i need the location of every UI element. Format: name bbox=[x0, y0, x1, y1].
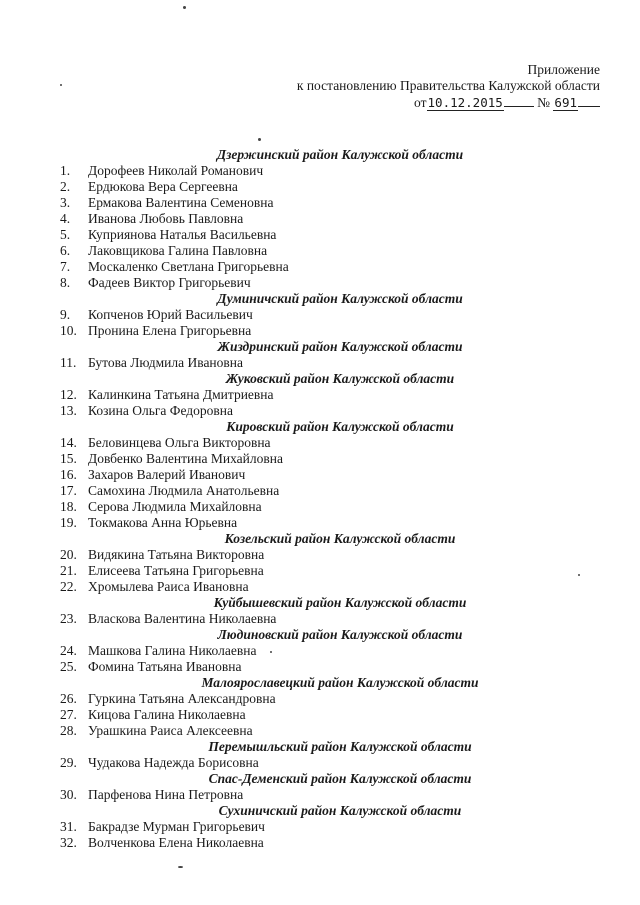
scan-speck bbox=[270, 651, 272, 653]
list-item bbox=[60, 787, 580, 803]
list-item bbox=[60, 355, 580, 371]
list-item bbox=[60, 243, 580, 259]
list-item bbox=[60, 579, 580, 595]
person-name: Довбенко Валентина Михайловна bbox=[88, 451, 283, 466]
item-number: 17. bbox=[60, 483, 77, 498]
date-prefix: от bbox=[414, 95, 427, 110]
person-name: Серова Людмила Михайловна bbox=[88, 499, 262, 514]
list-item bbox=[60, 483, 580, 499]
person-name: Пронина Елена Григорьевна bbox=[88, 323, 252, 338]
list-item bbox=[60, 723, 580, 739]
person-name: Калинкина Татьяна Дмитриевна bbox=[88, 387, 274, 402]
person-name: Токмакова Анна Юрьевна bbox=[88, 515, 238, 530]
person-name: Кицова Галина Николаевна bbox=[88, 707, 246, 722]
district-heading: Людиновский район Калужской области bbox=[217, 627, 463, 642]
item-number: 13. bbox=[60, 403, 77, 418]
scan-speck bbox=[60, 84, 62, 86]
item-number: 9. bbox=[60, 307, 71, 322]
person-name: Фадеев Виктор Григорьевич bbox=[88, 275, 251, 290]
list-item bbox=[60, 211, 580, 227]
list-item bbox=[60, 835, 580, 851]
item-number: 31. bbox=[60, 819, 77, 834]
item-number: 5. bbox=[60, 227, 71, 242]
list-item bbox=[60, 515, 580, 531]
person-name: Машкова Галина Николаевна bbox=[88, 643, 257, 658]
item-number: 14. bbox=[60, 435, 77, 450]
district-heading: Малоярославецкий район Калужской области bbox=[201, 675, 479, 690]
person-name: Парфенова Нина Петровна bbox=[88, 787, 244, 802]
district-heading: Перемышльский район Калужской области bbox=[208, 739, 472, 754]
list-item bbox=[60, 643, 580, 659]
person-name: Волченкова Елена Николаевна bbox=[88, 835, 264, 850]
list-item bbox=[60, 467, 580, 483]
list-item bbox=[60, 563, 580, 579]
appendix-title: Приложение bbox=[527, 62, 600, 77]
list-item bbox=[60, 403, 580, 419]
list-item bbox=[60, 707, 580, 723]
item-number: 8. bbox=[60, 275, 71, 290]
item-number: 10. bbox=[60, 323, 77, 338]
item-number: 3. bbox=[60, 195, 71, 210]
person-name: Власкова Валентина Николаевна bbox=[88, 611, 277, 626]
date-number-line bbox=[297, 95, 600, 111]
item-number: 6. bbox=[60, 243, 71, 258]
item-number: 4. bbox=[60, 211, 71, 226]
person-name: Видякина Татьяна Викторовна bbox=[88, 547, 265, 562]
list-item bbox=[60, 275, 580, 291]
list-item bbox=[60, 819, 580, 835]
person-name: Копченов Юрий Васильевич bbox=[88, 307, 253, 322]
district-heading: Думиничский район Калужской области bbox=[217, 291, 463, 306]
person-name: Куприянова Наталья Васильевна bbox=[88, 227, 277, 242]
item-number: 1. bbox=[60, 163, 71, 178]
item-number: 18. bbox=[60, 499, 77, 514]
item-number: 16. bbox=[60, 467, 77, 482]
scan-speck bbox=[178, 866, 183, 868]
district-heading: Куйбышевский район Калужской области bbox=[213, 595, 467, 610]
number-underline bbox=[578, 96, 600, 107]
district-heading: Дзержинский район Калужской области bbox=[216, 147, 464, 162]
person-name: Самохина Людмила Анатольевна bbox=[88, 483, 280, 498]
date-value: 10.12.2015 bbox=[427, 95, 503, 110]
item-number: 25. bbox=[60, 659, 77, 674]
scan-speck bbox=[258, 138, 261, 141]
person-name: Урашкина Раиса Алексеевна bbox=[88, 723, 253, 738]
list-item bbox=[60, 611, 580, 627]
person-name: Захаров Валерий Иванович bbox=[88, 467, 246, 482]
district-heading: Козельский район Калужской области bbox=[224, 531, 456, 546]
appendix-reference: к постановлению Правительства Калужской области bbox=[296, 78, 600, 93]
list-item bbox=[60, 323, 580, 339]
list-item bbox=[60, 691, 580, 707]
item-number: 12. bbox=[60, 387, 77, 402]
person-name: Бутова Людмила Ивановна bbox=[88, 355, 243, 370]
item-number: 29. bbox=[60, 755, 77, 770]
person-name: Ермакова Валентина Семеновна bbox=[88, 195, 274, 210]
scan-speck bbox=[578, 574, 580, 576]
list-item bbox=[60, 163, 580, 179]
item-number: 21. bbox=[60, 563, 77, 578]
list-item bbox=[60, 755, 580, 771]
list-item bbox=[60, 659, 580, 675]
number-value: 691 bbox=[554, 95, 577, 110]
list-item bbox=[60, 179, 580, 195]
person-name: Гуркина Татьяна Александровна bbox=[88, 691, 276, 706]
item-number: 15. bbox=[60, 451, 77, 466]
list-item bbox=[60, 499, 580, 515]
district-heading: Кировский район Калужской области bbox=[226, 419, 454, 434]
list-item bbox=[60, 259, 580, 275]
person-name: Фомина Татьяна Ивановна bbox=[88, 659, 242, 674]
item-number: 32. bbox=[60, 835, 77, 850]
item-number: 27. bbox=[60, 707, 77, 722]
person-name: Дорофеев Николай Романович bbox=[88, 163, 264, 178]
person-name: Иванова Любовь Павловна bbox=[88, 211, 244, 226]
item-number: 30. bbox=[60, 787, 77, 802]
item-number: 20. bbox=[60, 547, 77, 562]
list-item bbox=[60, 195, 580, 211]
item-number: 2. bbox=[60, 179, 71, 194]
list-item bbox=[60, 451, 580, 467]
person-name: Хромылева Раиса Ивановна bbox=[88, 579, 249, 594]
item-number: 19. bbox=[60, 515, 77, 530]
person-name: Бакрадзе Мурман Григорьевич bbox=[88, 819, 265, 834]
person-name: Чудакова Надежда Борисовна bbox=[88, 755, 259, 770]
appendix-header bbox=[297, 62, 600, 111]
district-heading: Жиздринский район Калужской области bbox=[217, 339, 463, 354]
person-name: Козина Ольга Федоровна bbox=[88, 403, 233, 418]
list-item bbox=[60, 435, 580, 451]
item-number: 11. bbox=[60, 355, 77, 370]
nominee-list bbox=[60, 147, 580, 851]
item-number: 7. bbox=[60, 259, 71, 274]
list-item bbox=[60, 547, 580, 563]
date-underline bbox=[504, 96, 534, 107]
item-number: 24. bbox=[60, 643, 77, 658]
person-name: Ердюкова Вера Сергеевна bbox=[88, 179, 238, 194]
district-heading: Спас-Деменский район Калужской области bbox=[208, 771, 472, 786]
item-number: 23. bbox=[60, 611, 77, 626]
list-item bbox=[60, 227, 580, 243]
person-name: Беловинцева Ольга Викторовна bbox=[88, 435, 271, 450]
list-item bbox=[60, 307, 580, 323]
scan-speck bbox=[183, 6, 186, 9]
person-name: Москаленко Светлана Григорьевна bbox=[88, 259, 289, 274]
person-name: Елисеева Татьяна Григорьевна bbox=[88, 563, 264, 578]
number-prefix: № bbox=[537, 95, 551, 110]
district-heading: Жуковский район Калужской области bbox=[225, 371, 455, 386]
district-heading: Сухиничский район Калужской области bbox=[218, 803, 462, 818]
person-name: Лаковщикова Галина Павловна bbox=[88, 243, 268, 258]
item-number: 28. bbox=[60, 723, 77, 738]
item-number: 22. bbox=[60, 579, 77, 594]
list-item bbox=[60, 387, 580, 403]
item-number: 26. bbox=[60, 691, 77, 706]
